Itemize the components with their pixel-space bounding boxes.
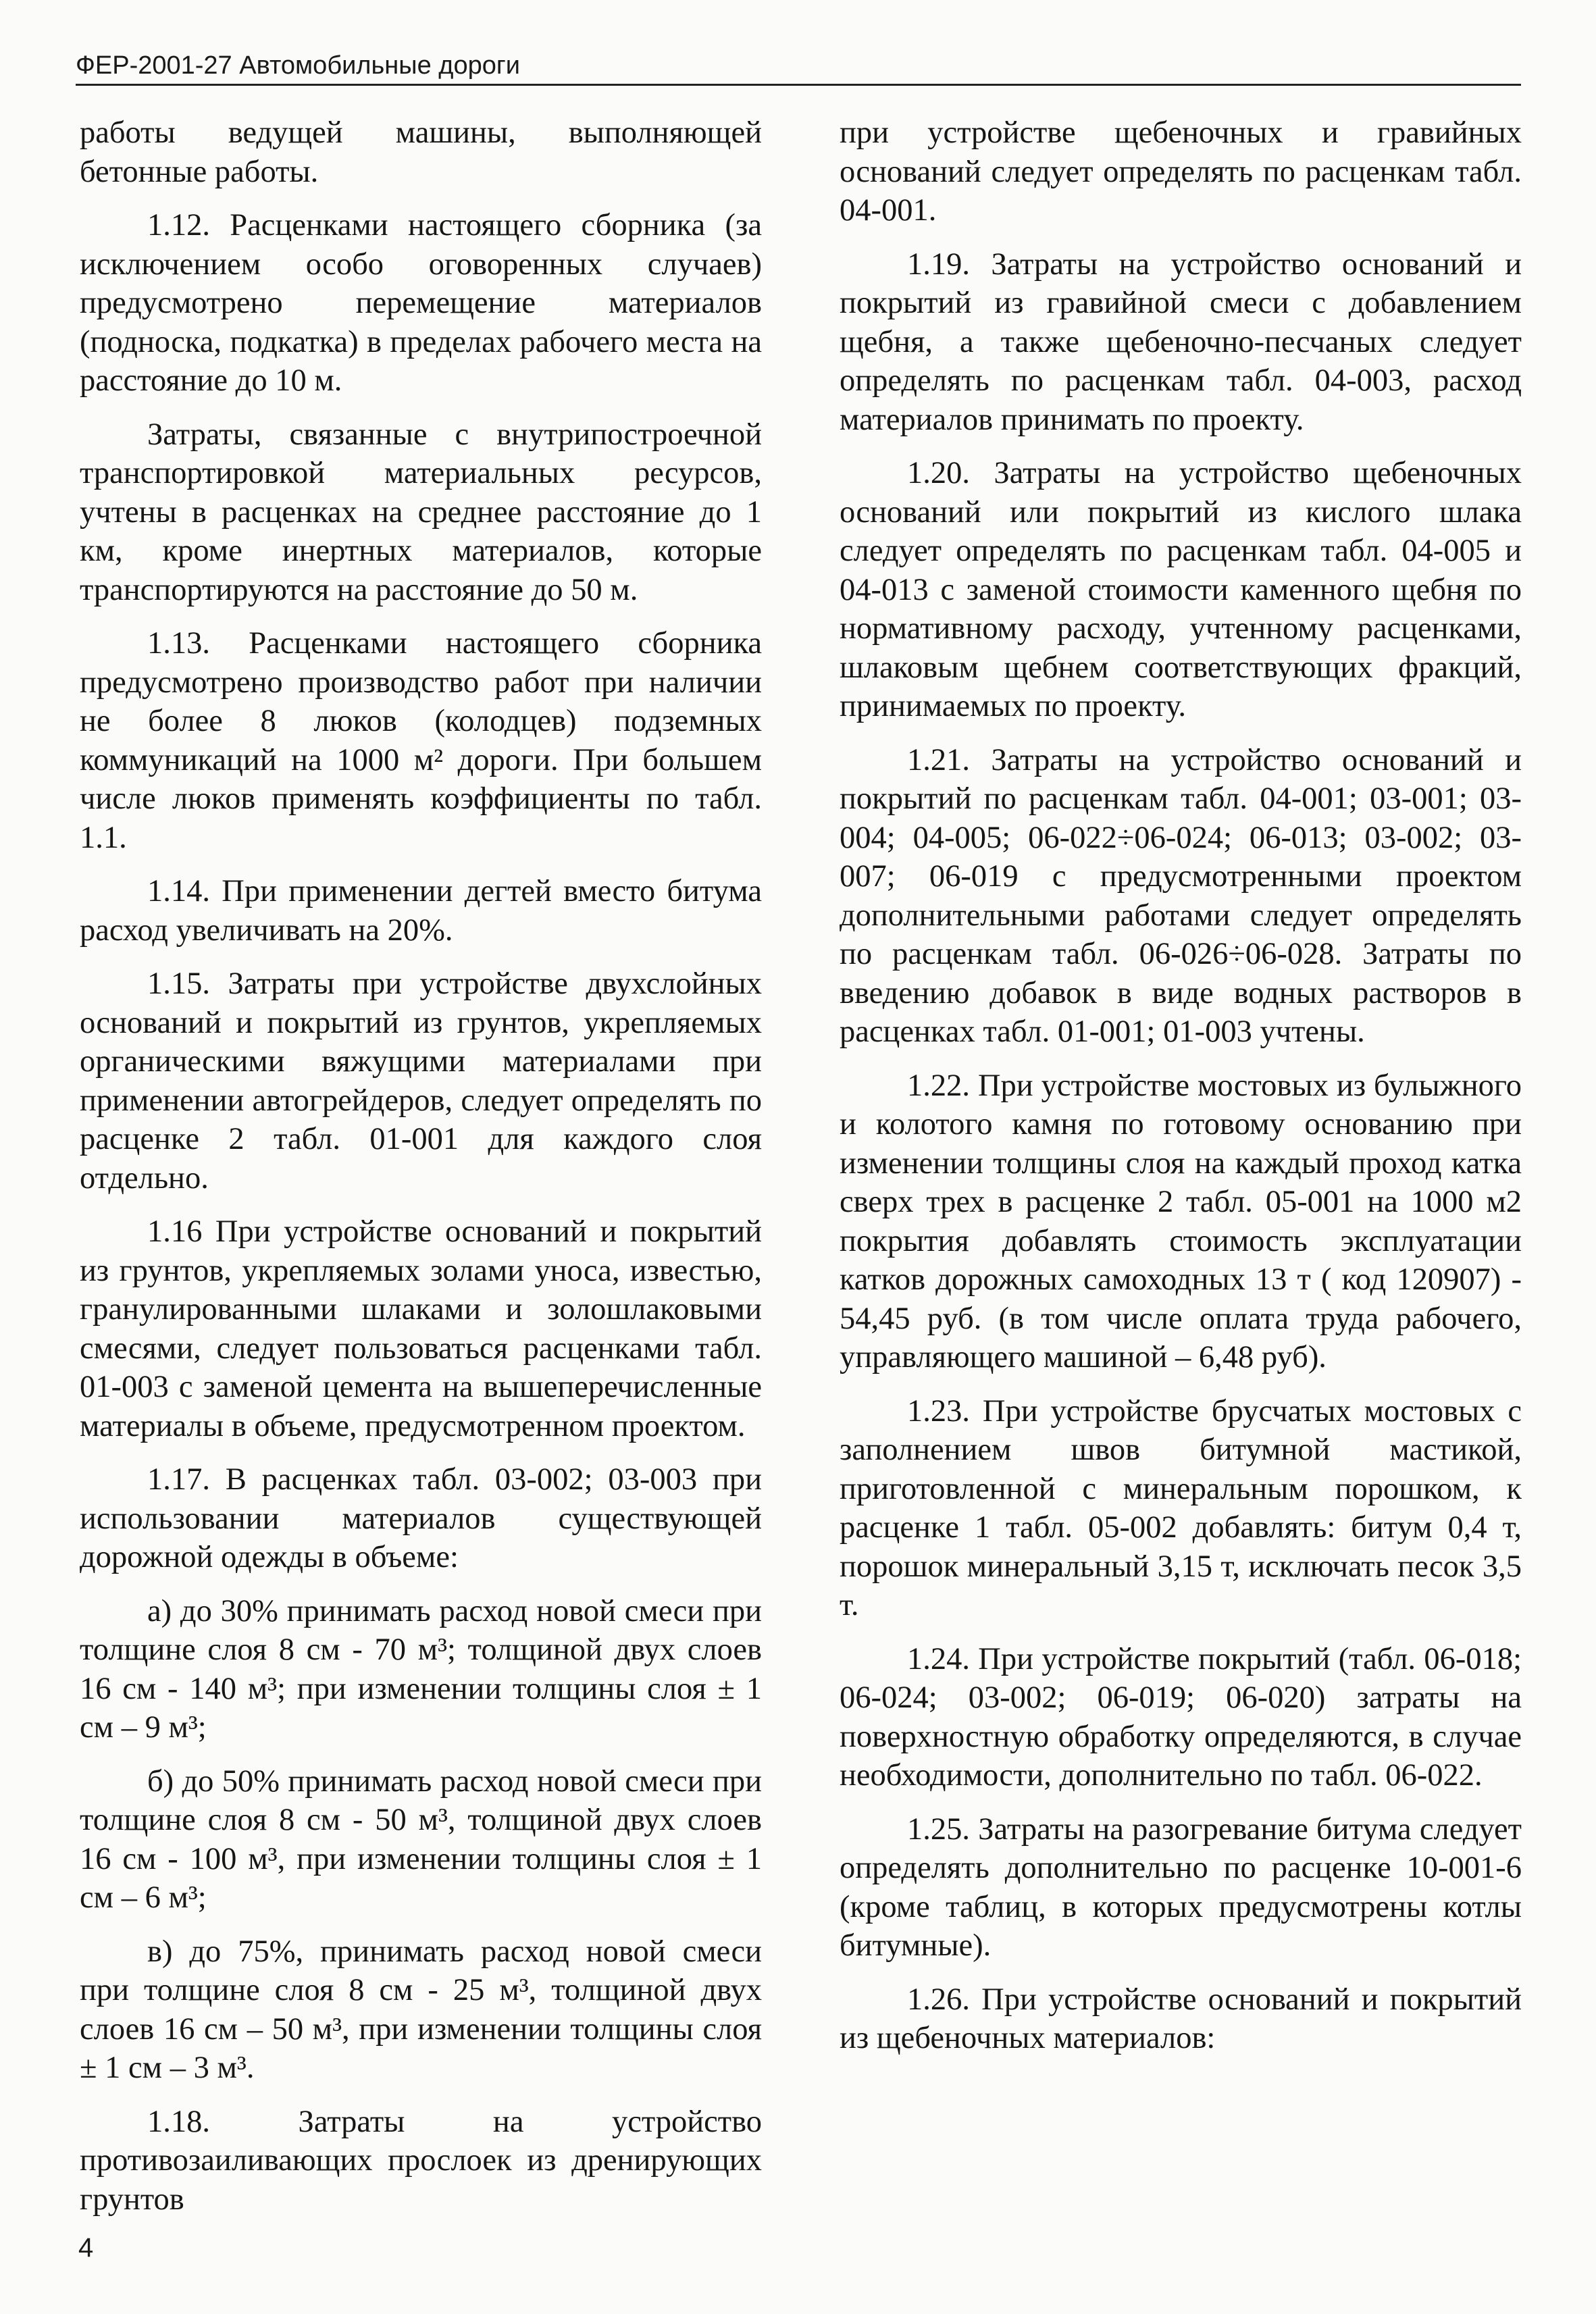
left-column [80,113,762,2234]
paragraph: 1.18. Затраты на устройство противозаиливающих прослоек из дренирующих грунтов [80,2104,762,2217]
paragraph: работы ведущей машины, выполняющей бетонные работы. [80,115,762,189]
page-number: 4 [78,2233,94,2263]
paragraph: 1.16 При устройстве оснований и покрытий из грунтов, укрепляемых золами уноса, известью, гранулированными шлаками и золошлаковыми смесями, следует пользоваться расценками табл. 01-003 с заменой цемента на вышеперечисленные материалы в объеме, предусмотренном проектом. [80,1214,762,1443]
paragraph: 1.26. При устройстве оснований и покрытий из щебеночных материалов: [840,1982,1522,2055]
paragraph: 1.21. Затраты на устройство оснований и покрытий по расценкам табл. 04-001; 03-001; 03-004; 04-005; 06-022÷06-024; 06-013; 03-002; 03-007; 06-019 с предусмотренными проектом дополнительными работами следует определять по расценкам табл. 06-026÷06-028. Затраты по введению добавок в виде водных растворов в расценках табл. 01-001; 01-003 учтены. [840,742,1522,1049]
right-column [840,113,1522,2073]
paragraph: 1.25. Затраты на разогревание битума следует определять дополнительно по расценке 10-001-6 (кроме таблиц, в которых предусмотрены котлы битумные). [840,1811,1522,1963]
paragraph: 1.14. При применении дегтей вместо битума расход увеличивать на 20%. [80,874,762,948]
list-item: а) до 30% принимать расход новой смеси при толщине слоя 8 см - 70 м³; толщиной двух слоев 16 см - 140 м³; при изменении толщины слоя ± 1 см – 9 м³; [80,1593,762,1745]
paragraph: 1.23. При устройстве брусчатых мостовых с заполнением швов битумной мастикой, приготовленной с минеральным порошком, к расценке 1 табл. 05-002 добавлять: битум 0,4 т, порошок минеральный 3,15 т, исключать песок 3,5 т. [840,1393,1522,1622]
paragraph: 1.15. Затраты при устройстве двухслойных оснований и покрытий из грунтов, укрепляемых органическими вяжущими материалами при применении автогрейдеров, следует определять по расценке 2 табл. 01-001 для каждого слоя отдельно. [80,967,762,1195]
paragraph: 1.13. Расценками настоящего сборника предусмотрено производство работ при наличии не более 8 люков (колодцев) подземных коммуникаций на 1000 м² дороги. При большем числе люков применять коэффициенты по табл. 1.1. [80,626,762,855]
paragraph: 1.19. Затраты на устройство оснований и покрытий из гравийной смеси с добавлением щебня, а также щебеночно-песчаных следует определять по расценкам табл. 04-003, расход материалов принимать по проекту. [840,247,1522,437]
list-item: в) до 75%, принимать расход новой смеси при толщине слоя 8 см - 25 м³, толщиной двух слоев 16 см – 50 м³, при изменении толщины слоя ± 1 см – 3 м³. [80,1934,762,2085]
paragraph: 1.20. Затраты на устройство щебеночных оснований или покрытий из кислого шлака следует определять по расценкам табл. 04-005 и 04-013 с заменой стоимости каменного щебня по нормативному расходу, учтенному расценками, шлаковым щебнем соответствующих фракций, принимаемых по проекту. [840,456,1522,723]
paragraph: при устройстве щебеночных и гравийных оснований следует определять по расценкам табл. 04-001. [840,115,1522,228]
paragraph: 1.24. При устройстве покрытий (табл. 06-018; 06-024; 03-002; 06-019; 06-020) затраты на поверхностную обработку определяются, в случае необходимости, дополнительно по табл. 06-022. [840,1641,1522,1793]
list-item: б) до 50% принимать расход новой смеси при толщине слоя 8 см - 50 м³, толщиной двух слоев 16 см - 100 м³, при изменении толщины слоя ± 1 см – 6 м³; [80,1764,762,1915]
paragraph: 1.22. При устройстве мостовых из булыжного и колотого камня по готовому основанию при изменении толщины слоя на каждый проход катка сверх трех в расценке 2 табл. 05-001 на 1000 м2 покрытия добавлять стоимость эксплуатации катков дорожных самоходных 13 т ( код 120907) - 54,45 руб. (в том числе оплата труда рабочего, управляющего машиной – 6,48 руб). [840,1068,1522,1374]
running-header: ФЕР-2001-27 Автомобильные дороги [76,49,1521,86]
paragraph: Затраты, связанные с внутрипостроечной транспортировкой материальных ресурсов, учтены в расценках на среднее расстояние до 1 км, кроме инертных материалов, которые транспортируются на расстояние до 50 м. [80,417,762,607]
paragraph: 1.12. Расценками настоящего сборника (за исключением особо оговоренных случаев) предусмотрено перемещение материалов (подноска, подкатка) в пределах рабочего места на расстояние до 10 м. [80,208,762,398]
paragraph: 1.17. В расценках табл. 03-002; 03-003 при использовании материалов существующей дорожной одежды в объеме: [80,1462,762,1574]
